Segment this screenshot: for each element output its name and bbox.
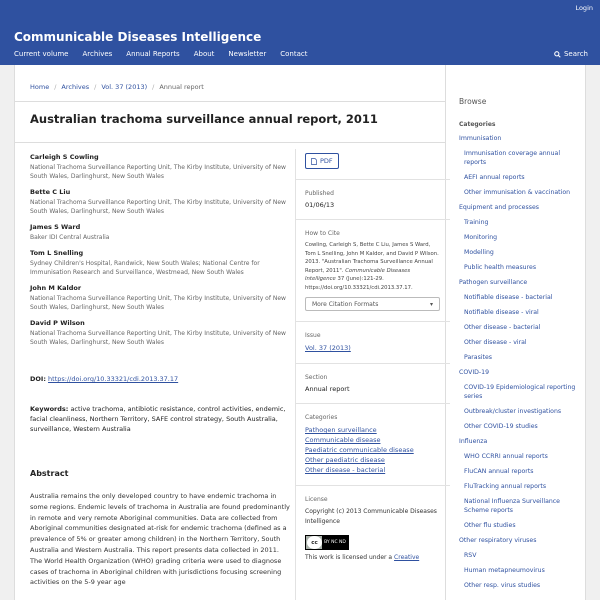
top-bar — [0, 0, 600, 16]
divider — [295, 219, 450, 220]
doi-label: DOI: — [30, 375, 46, 383]
license-label: License — [305, 496, 328, 503]
sidebar-item[interactable]: Immunisation — [459, 135, 502, 142]
sidebar-item[interactable]: Pathogen surveillance — [459, 279, 528, 286]
sidebar-item[interactable]: Other resp. virus studies — [464, 582, 541, 589]
keywords — [30, 404, 292, 434]
sidebar-item[interactable]: Training — [464, 219, 489, 226]
license-line — [305, 554, 440, 561]
breadcrumb-separator: / — [54, 83, 57, 91]
nav-annual-reports[interactable]: Annual Reports — [126, 50, 180, 58]
breadcrumb-current: Annual report — [159, 83, 204, 91]
category-link[interactable]: Pathogen surveillance — [305, 426, 377, 434]
abstract-text: Australia remains the only developed country to have endemic trachoma in some regions. Endemic levels of trachoma in Australia are found predominantly in remote and very remote Aboriginal communities. Data are collected from Aboriginal communities designated at-risk for endemic trachoma (defined as a prevalence of 5% or greater among children) in the Northern Territory, South Australia and Western Australia. This report presents data collected in 2011. The World Health Organization (WHO) grading criteria were used to diagnose cases of trachoma in Aboriginal children with jurisdictions focusing screening activities on the 5-9 year age — [30, 492, 290, 587]
sidebar-item[interactable]: Immunisation coverage annual reports — [464, 150, 561, 166]
article-details — [305, 149, 440, 561]
citation-tail: 37 (June):121-29. https://doi.org/10.33321/cdi.2013.37.17. — [305, 276, 413, 291]
author-affiliation: National Trachoma Surveillance Reporting Unit, The Kirby Institute, University of New South Wales, Darlinghurst, New South Wales — [30, 199, 286, 215]
sidebar-item[interactable]: Other COVID-19 studies — [464, 423, 538, 430]
published-label: Published — [305, 190, 334, 197]
doi-link[interactable]: https://doi.org/10.33321/cdi.2013.37.17 — [48, 375, 179, 383]
pdf-label: PDF — [320, 157, 333, 165]
sidebar-item[interactable]: National Influenza Surveillance Scheme reports — [464, 498, 560, 514]
pdf-button[interactable] — [305, 153, 339, 169]
breadcrumb — [30, 83, 204, 91]
author-name: Bette C Liu — [30, 188, 71, 196]
sidebar — [447, 65, 587, 600]
page-title: Australian trachoma surveillance annual report, 2011 — [30, 112, 378, 126]
nav-archives[interactable]: Archives — [82, 50, 113, 58]
sidebar-item[interactable]: Parasites — [464, 354, 492, 361]
category-link[interactable]: Other paediatric disease — [305, 456, 385, 464]
creative-commons-link[interactable]: Creative — [394, 554, 420, 561]
site-header — [0, 0, 600, 65]
sidebar-item[interactable]: Other respiratory viruses — [459, 537, 537, 544]
category-link[interactable]: Paediatric communicable disease — [305, 446, 414, 454]
main-nav — [14, 50, 308, 58]
search-label: Search — [563, 50, 588, 58]
divider — [295, 321, 450, 322]
sidebar-item[interactable]: WHO CCRRI annual reports — [464, 453, 548, 460]
category-link[interactable]: Other disease - bacterial — [305, 466, 386, 474]
sidebar-item[interactable]: Modelling — [464, 249, 494, 256]
author-affiliation: Baker IDI Central Australia — [30, 234, 110, 241]
author-affiliation: Sydney Children's Hospital, Randwick, New South Wales; National Centre for Immunisation Research and Surveillance, Westmead, New South Wales — [30, 260, 260, 276]
author-item — [30, 153, 292, 181]
sidebar-item[interactable]: Other disease - bacterial — [464, 324, 541, 331]
sidebar-item[interactable]: Notifiable disease - viral — [464, 309, 539, 316]
cc-icon: cc — [307, 536, 322, 549]
sidebar-item[interactable]: Public health measures — [464, 264, 537, 271]
sidebar-item[interactable]: FluTracking annual reports — [464, 483, 547, 490]
search-icon — [554, 51, 561, 58]
main-column — [15, 65, 446, 600]
breadcrumb-separator: / — [152, 83, 155, 91]
divider — [15, 101, 446, 102]
divider — [295, 363, 450, 364]
sidebar-item[interactable]: Monitoring — [464, 234, 498, 241]
sidebar-item[interactable]: COVID-19 — [459, 369, 490, 376]
author-name: John M Kaldor — [30, 284, 82, 292]
author-name: Carleigh S Cowling — [30, 153, 99, 161]
sidebar-item[interactable]: FluCAN annual reports — [464, 468, 534, 475]
page-content — [14, 65, 586, 600]
sidebar-item[interactable]: Notifiable disease - bacterial — [464, 294, 553, 301]
nav-current-volume[interactable]: Current volume — [14, 50, 69, 58]
license-line-prefix: This work is licensed under a — [305, 554, 393, 561]
divider — [295, 485, 450, 486]
citation-formats-dropdown[interactable] — [305, 297, 440, 311]
author-item — [30, 249, 292, 277]
breadcrumb-separator: / — [94, 83, 97, 91]
sidebar-title: Browse — [459, 97, 487, 106]
sidebar-item[interactable]: RSV — [464, 552, 477, 559]
doi — [30, 375, 178, 383]
column-divider — [295, 149, 296, 600]
issue-link[interactable]: Vol. 37 (2013) — [305, 344, 351, 352]
author-name: David P Wilson — [30, 319, 85, 327]
divider — [295, 403, 450, 404]
section-value: Annual report — [305, 385, 350, 393]
author-affiliation: National Trachoma Surveillance Reporting Unit, The Kirby Institute, University of New South Wales, Darlinghurst, New South Wales — [30, 295, 286, 311]
sidebar-categories-heading: Categories — [459, 121, 496, 128]
sidebar-item[interactable]: Other flu studies — [464, 522, 516, 529]
file-pdf-icon — [311, 158, 317, 165]
breadcrumb-home[interactable]: Home — [30, 83, 50, 91]
issue-label: Issue — [305, 332, 321, 339]
categories-label: Categories — [305, 414, 338, 421]
author-affiliation: National Trachoma Surveillance Reporting Unit, The Kirby Institute, University of New South Wales, Darlinghurst, New South Wales — [30, 330, 286, 346]
divider — [15, 142, 446, 143]
sidebar-item[interactable]: Other immunisation & vaccination — [464, 189, 571, 196]
license-text: Copyright (c) 2013 Communicable Diseases Intelligence — [305, 508, 437, 525]
nav-newsletter[interactable]: Newsletter — [228, 50, 267, 58]
abstract-heading: Abstract — [30, 469, 69, 478]
author-item — [30, 188, 292, 216]
search-button[interactable] — [554, 50, 588, 58]
sidebar-item[interactable]: Influenza — [459, 438, 488, 445]
sidebar-item[interactable]: Human metapneumovirus — [464, 567, 545, 574]
citation-text — [305, 241, 440, 292]
citation-formats-label: More Citation Formats — [312, 300, 379, 308]
sidebar-item[interactable]: AEFI annual reports — [464, 174, 525, 181]
author-item — [30, 223, 292, 242]
author-name: James S Ward — [30, 223, 81, 231]
citation-main: Cowling, Carleigh S, Bette C Liu, James S Ward, Tom L Snelling, John M Kaldor, and David P Wilson. 2013. "Australian Trachoma Surveillance Annual Report, 2011". — [305, 242, 439, 274]
author-affiliation: National Trachoma Surveillance Reporting Unit, The Kirby Institute, University of New South Wales, Darlinghurst, New South Wales — [30, 164, 286, 180]
breadcrumb-volume[interactable]: Vol. 37 (2013) — [101, 83, 148, 91]
nav-about[interactable]: About — [193, 50, 215, 58]
site-title[interactable]: Communicable Diseases Intelligence — [14, 30, 262, 44]
sidebar-category-list — [459, 134, 583, 596]
keywords-value: active trachoma, antibiotic resistance, control activities, endemic, facial cleanliness, Northern Territory, SAFE control strategy, South Australia, surveillance, Western Australia — [30, 405, 286, 433]
author-name: Tom L Snelling — [30, 249, 84, 257]
breadcrumb-archives[interactable]: Archives — [61, 83, 90, 91]
cc-license-badge[interactable] — [305, 535, 349, 550]
published-date: 01/06/13 — [305, 201, 335, 209]
citation-journal: Communicable Diseases Intelligence — [305, 267, 411, 282]
divider — [295, 179, 450, 180]
author-item — [30, 284, 292, 312]
sidebar-item[interactable]: COVID-19 Epidemiological reporting series — [464, 384, 576, 400]
login-link[interactable]: Login — [575, 4, 593, 12]
author-list — [30, 153, 292, 354]
sidebar-item[interactable]: Outbreak/cluster investigations — [464, 408, 562, 415]
keywords-label: Keywords: — [30, 405, 69, 413]
category-link[interactable]: Communicable disease — [305, 436, 381, 444]
sidebar-item[interactable]: Other disease - viral — [464, 339, 527, 346]
cite-label: How to Cite — [305, 230, 340, 237]
author-item — [30, 319, 292, 347]
sidebar-item[interactable]: Equipment and processes — [459, 204, 539, 211]
caret-down-icon: ▾ — [429, 300, 433, 308]
cc-badge-terms: BY NC ND — [322, 536, 348, 549]
nav-contact[interactable]: Contact — [280, 50, 308, 58]
section-label: Section — [305, 374, 328, 381]
